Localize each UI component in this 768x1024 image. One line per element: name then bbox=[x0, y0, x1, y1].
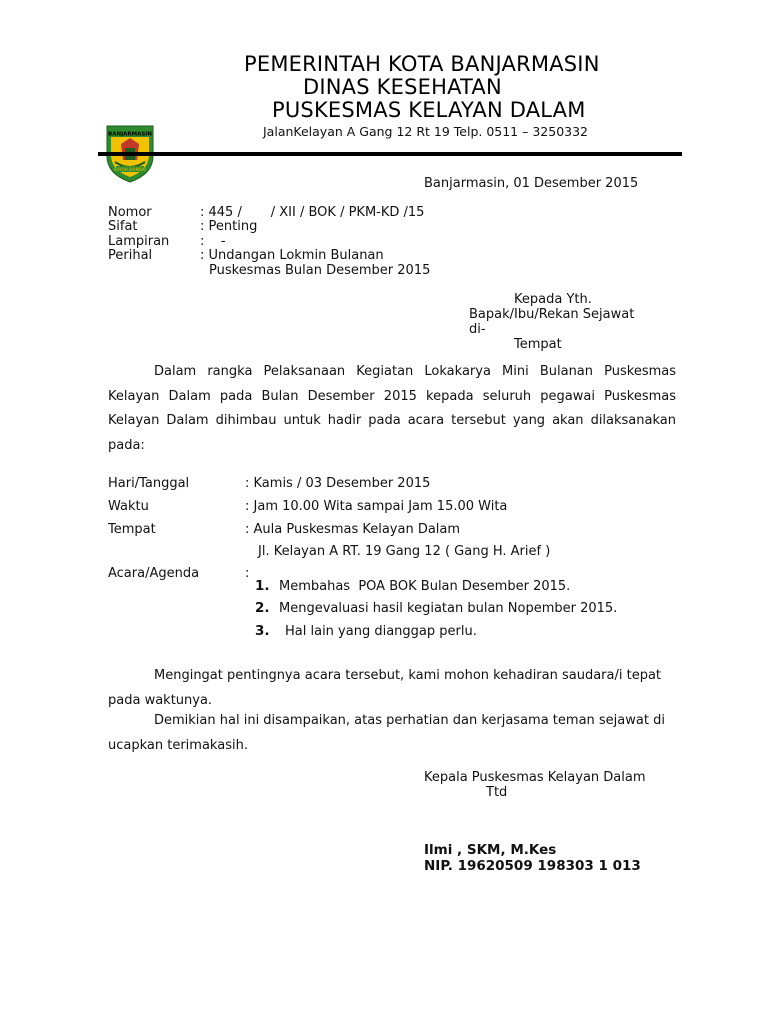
acara-label: Acara/Agenda bbox=[108, 566, 200, 581]
hari-value: : Kamis / 03 Desember 2015 bbox=[245, 476, 431, 491]
agenda-text: Membahas POA BOK Bulan Desember 2015. bbox=[279, 579, 571, 594]
hari-label: Hari/Tanggal bbox=[108, 476, 190, 491]
perihal-value: : Undangan Lokmin Bulanan bbox=[200, 248, 384, 263]
body-intro-paragraph: Dalam rangka Pelaksanaan Kegiatan Lokakarya Mini Bulanan Puskesmas Kelayan Dalam pada Bulan Desember 2015 kepada seluruh pegawai Puskesmas Kelayan Dalam dihimbau untuk hadir pada acara tersebut yang akan dilaksanakan pada: bbox=[108, 364, 676, 453]
acara-colon: : bbox=[245, 566, 250, 581]
agenda-number: 1. bbox=[255, 578, 270, 594]
agenda-item bbox=[255, 600, 617, 616]
waktu-label: Waktu bbox=[108, 499, 149, 514]
agenda-text: Mengevaluasi hasil kegiatan bulan Nopember 2015. bbox=[279, 601, 618, 616]
agenda-item bbox=[255, 578, 570, 594]
tempat-label: Tempat bbox=[108, 522, 156, 537]
signature-name: Ilmi , SKM, M.Kes bbox=[424, 842, 557, 858]
agenda-number: 3. bbox=[255, 623, 270, 639]
signature-title: Kepala Puskesmas Kelayan Dalam bbox=[424, 770, 646, 785]
logo-text-bottom: KAYUH BAIMBAI bbox=[114, 167, 146, 172]
tempat-value-2: Jl. Kelayan A RT. 19 Gang 12 ( Gang H. Arief ) bbox=[258, 544, 551, 559]
header-divider bbox=[98, 152, 682, 156]
recipient-line-2: Bapak/Ibu/Rekan Sejawat bbox=[469, 307, 635, 322]
recipient-line-4: Tempat bbox=[514, 337, 562, 352]
sifat-label: Sifat bbox=[108, 219, 138, 234]
date-line: Banjarmasin, 01 Desember 2015 bbox=[424, 176, 639, 191]
nomor-label: Nomor bbox=[108, 205, 152, 220]
closing-paragraph-2: Demikian hal ini disampaikan, atas perhatian dan kerjasama teman sejawat di ucapkan terimakasih. bbox=[108, 713, 665, 753]
closing-paragraph-1: Mengingat pentingnya acara tersebut, kami mohon kehadiran saudara/i tepat pada waktunya. bbox=[108, 668, 662, 708]
agenda-text: Hal lain yang dianggap perlu. bbox=[285, 624, 477, 639]
header-line-1: PEMERINTAH KOTA BANJARMASIN bbox=[244, 52, 600, 76]
signature-ttd: Ttd bbox=[486, 785, 508, 800]
logo-text-top: BANJARMASIN bbox=[108, 131, 152, 138]
recipient-line-1: Kepada Yth. bbox=[514, 292, 592, 307]
lampiran-value: : - bbox=[200, 234, 226, 249]
signature-nip: NIP. 19620509 198303 1 013 bbox=[424, 858, 641, 874]
lampiran-label: Lampiran bbox=[108, 234, 170, 249]
agenda-number: 2. bbox=[255, 600, 270, 616]
header-address: JalanKelayan A Gang 12 Rt 19 Telp. 0511 – 3250332 bbox=[263, 124, 589, 139]
nomor-value: : 445 / / XII / BOK / PKM-KD /15 bbox=[200, 205, 425, 220]
sifat-value: : Penting bbox=[200, 219, 258, 234]
header-line-2: DINAS KESEHATAN bbox=[303, 75, 502, 99]
header-line-3: PUSKESMAS KELAYAN DALAM bbox=[272, 98, 586, 122]
waktu-value: : Jam 10.00 Wita sampai Jam 15.00 Wita bbox=[245, 499, 508, 514]
perihal-label: Perihal bbox=[108, 248, 153, 263]
tempat-value: : Aula Puskesmas Kelayan Dalam bbox=[245, 522, 461, 537]
perihal-value-2: Puskesmas Bulan Desember 2015 bbox=[209, 263, 431, 278]
agenda-item bbox=[255, 623, 477, 639]
recipient-line-3: di- bbox=[469, 322, 486, 337]
